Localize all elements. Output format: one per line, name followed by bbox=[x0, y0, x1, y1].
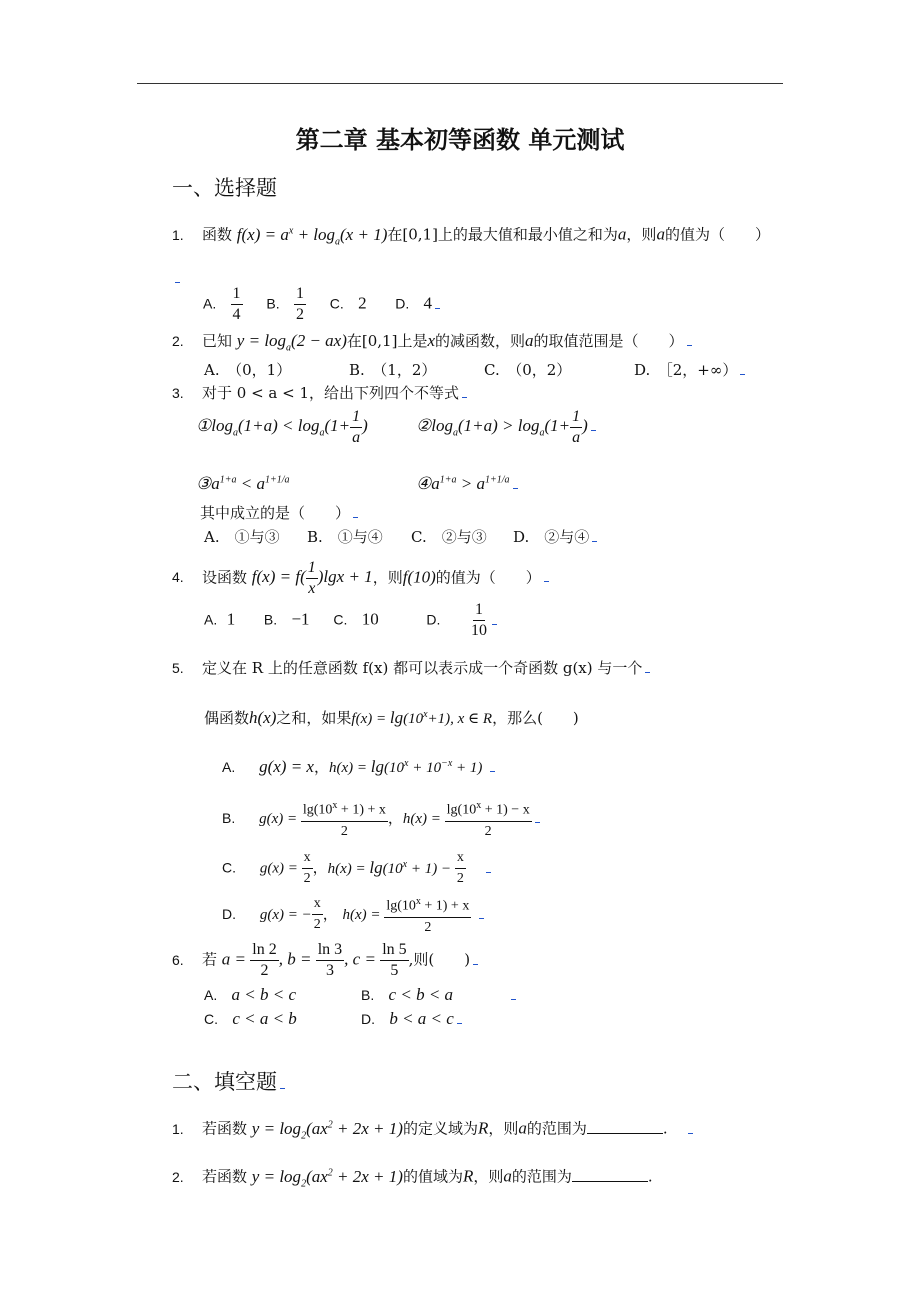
inequality-4: $④a^{1+a} > a^{1+1/a}$ bbox=[416, 470, 518, 494]
q6-options-row2: C. c < a < b D. b < a < c bbox=[204, 1009, 462, 1029]
question-3: 3. 对于 0 < a < 1，给出下列四个不等式 bbox=[172, 383, 467, 403]
q5-option-d: D. g(x) = − $\frac{x}{2}$ ， h(x) = $\frac{\lg(10^x + 1) + x}{2}$ bbox=[222, 892, 484, 938]
question-5-line2: 偶函数h(x)之和，如果$f(x) = \lg(10^x+1)$, x ∈ R，那么( ) bbox=[204, 708, 579, 727]
q6-options-row1: A. a < b < c B. c < b < a bbox=[204, 985, 516, 1005]
section-fill: 二、填空题 bbox=[172, 1066, 285, 1096]
fill-question-2: 2. 若函数 $y = \log_2(ax^2 + 2x + 1)$的值域为R，则a的范围为 . bbox=[172, 1166, 653, 1190]
q3-options: A. ①与③ B. ①与④ C. ②与③ D. ②与④ bbox=[204, 527, 597, 547]
question-6: 6. 若 a = $\frac{\ln 2}{2}$ , b = $\frac{\ln 3}{3}$ , c = $\frac{\ln 5}{5}$ ,则( ) bbox=[172, 940, 478, 981]
q5-option-a: A. g(x) = x，$h(x) = \lg(10^x + 10^{-x} + 1)$ bbox=[222, 754, 495, 778]
q5-option-b: B. g(x) = $\frac{\lg(10^x + 1) + x}{2}$ ，h(x) = $\frac{\lg(10^x + 1) - x}{2}$ bbox=[222, 796, 540, 842]
edit-mark bbox=[175, 282, 180, 283]
fill-blank-1[interactable] bbox=[587, 1119, 663, 1134]
q5-option-c: C. g(x) = $\frac{x}{2}$ ，$h(x) = \lg(10^x + 1)$ − $\frac{x}{2}$ bbox=[222, 848, 491, 889]
q1-option-b-value: $\frac{1}{2}$ bbox=[295, 285, 304, 323]
inequality-1: $①\log_a(1+a) < \log_a(1+$ $\frac{1}{a}$ ) bbox=[196, 408, 368, 446]
question-2: 2. 已知 $y = \log_a(2 - ax)$在[0,1]上是x的减函数，则a的取值范围是（ ） bbox=[172, 331, 692, 358]
q4-options: A. 1 B. −1 C. 10 D. $\frac{1}{10}$ bbox=[204, 600, 497, 641]
question-4: 4. 设函数 f(x) = f( $\frac{1}{x}$ )lgx + 1，则f(10)的值为（ ） bbox=[172, 558, 549, 599]
q1-option-a-value: $\frac{1}{4}$ bbox=[232, 285, 241, 323]
inequality-3: $③a^{1+a} < a^{1+1/a}$ bbox=[196, 473, 290, 493]
q1-options: A. $\frac{1}{4}$ B. $\frac{1}{2}$ C. 2 D. 4 bbox=[203, 284, 440, 325]
q2-options: A. （0，1） B. （1，2） C. （0，2） D. ［2，+∞） bbox=[204, 360, 745, 380]
question-5: 5. 定义在 R 上的任意函数 f(x) 都可以表示成一个奇函数 g(x) 与一个 bbox=[172, 658, 650, 678]
page-title: 第二章 基本初等函数 单元测试 bbox=[295, 126, 625, 154]
inequality-2: $②\log_a(1+a) > \log_a(1+$ $\frac{1}{a}$ ) bbox=[416, 407, 596, 448]
header-rule bbox=[137, 83, 783, 84]
section-choice: 一、选择题 bbox=[172, 176, 277, 200]
fill-blank-2[interactable] bbox=[572, 1167, 648, 1182]
fill-question-1: 1. 若函数 $y = \log_2(ax^2 + 2x + 1)$的定义域为R，则a的范围为 . bbox=[172, 1115, 693, 1146]
q3-tail: 其中成立的是（ ） bbox=[200, 503, 358, 523]
question-1: 1. 函数 $f(x) = a^x + \log_a(x + 1)$在[0,1]上的最大值和最小值之和为a，则a的值为（ ） bbox=[172, 224, 770, 248]
q1-formula: $f(x) = a^x + \log_a(x + 1)$ bbox=[236, 224, 388, 248]
